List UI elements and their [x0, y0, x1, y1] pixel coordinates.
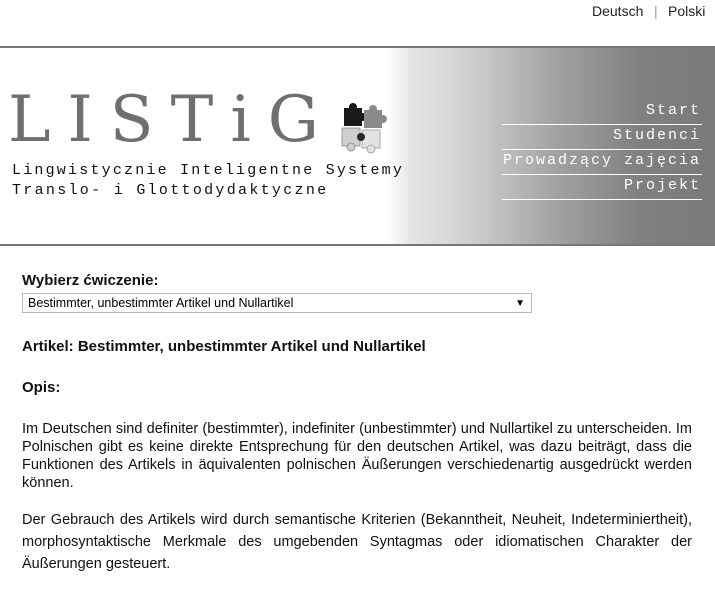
language-link-deutsch[interactable]: Deutsch: [592, 3, 644, 19]
logo-subtitle-line1: Lingwistycznie Inteligentne Systemy: [12, 162, 405, 179]
header-banner: [0, 46, 715, 246]
logo-title[interactable]: LISTiG: [8, 83, 336, 157]
language-link-polski[interactable]: Polski: [668, 3, 706, 19]
description-paragraph-2: Der Gebrauch des Artikels wird durch semantische Kriterien (Bekanntheit, Neuheit, Indeterminiertheit), morphosyntaktische Merkmale des umgebenden Syntagmas oder idiomatischen Charakter der Äußerungen gesteuert.: [22, 512, 692, 572]
nav-item-prowadzacy-zajecia[interactable]: Prowadzący zajęcia: [502, 150, 702, 175]
nav-item-studenci[interactable]: Studenci: [502, 125, 702, 150]
main-content: [22, 272, 692, 575]
description-label: Opis:: [22, 379, 61, 396]
article-heading: Artikel: Bestimmter, unbestimmter Artikel und Nullartikel: [22, 338, 426, 355]
exercise-select[interactable]: [22, 293, 532, 313]
nav-item-projekt[interactable]: Projekt: [502, 175, 702, 200]
nav-item-start[interactable]: Start: [502, 100, 702, 125]
chevron-down-icon[interactable]: ▼: [515, 298, 525, 309]
logo-subtitle-line2: Translo- i Glottodydaktyczne: [12, 182, 329, 199]
description-paragraph-1: Im Deutschen sind definiter (bestimmter), indefiniter (unbestimmter) und Nullartikel zu unterscheiden. Im Polnischen gibt es keine direkte Entsprechung für den deutschen Artikel, was dazu beiträgt, dass die Funktionen des Artikels in äquivalenten polnischen Äußerungen verschiedenartig ausgedrückt werden können.: [22, 421, 692, 491]
language-bar: [0, 0, 715, 46]
exercise-select-value: Bestimmter, unbestimmter Artikel und Nullartikel: [28, 296, 294, 310]
exercise-select-label: Wybierz ćwiczenie:: [22, 272, 159, 289]
language-separator: |: [654, 3, 658, 19]
main-navigation: [502, 100, 702, 200]
puzzle-icon: [338, 100, 390, 158]
